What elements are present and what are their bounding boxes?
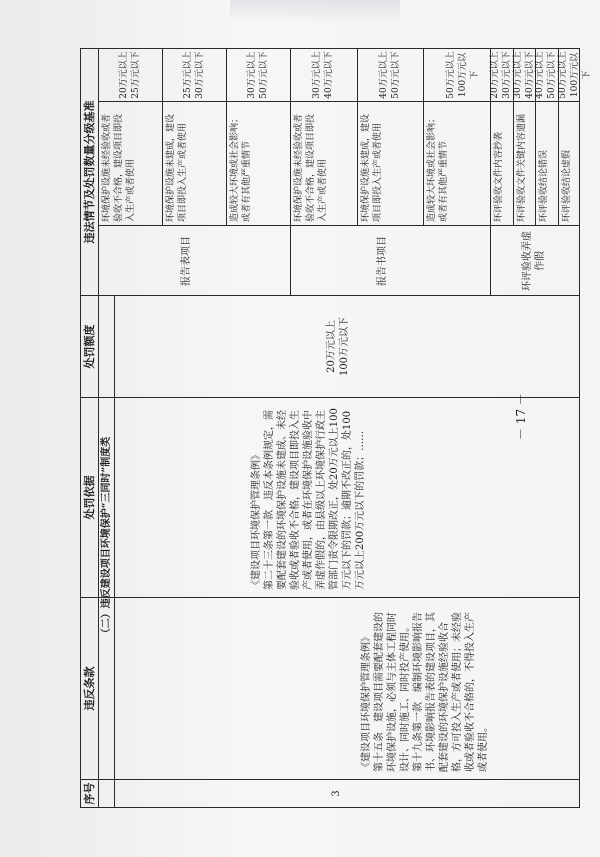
page-number: － 17 － bbox=[514, 393, 528, 440]
header-seq: 序号 bbox=[83, 782, 96, 805]
situation-cell: 造成较大环境或社会影响； 或者有其他严重情节 bbox=[427, 113, 449, 222]
penalty-cell: 25万元以上 30万元以下 bbox=[183, 51, 205, 99]
penalty-cell: 50万元以上 100万元以下 bbox=[446, 51, 480, 99]
section-title: （二）违反建设项目环境保护“三同时”制度类 bbox=[101, 436, 112, 639]
penalty-cell: 40万元以上 50万元以下 bbox=[379, 51, 401, 99]
group-name: 报告表项目 bbox=[181, 236, 192, 286]
header-discretion: 违法情节及处罚数量分级基准 bbox=[83, 100, 96, 244]
penalty-cell: 30万元以上 40万元以下 bbox=[513, 51, 535, 99]
situation-cell: 环评验收结论错误 bbox=[539, 149, 549, 222]
header-amount: 处罚额度 bbox=[83, 324, 96, 369]
situation-cell: 环评验收结论虚假 bbox=[562, 149, 572, 222]
penalty-cell: 20万元以上 30万元以下 bbox=[490, 51, 512, 99]
amount-text: 20万元以上 100万元以下 bbox=[326, 316, 350, 377]
scan-smudge bbox=[230, 0, 400, 22]
clause-text: 《建设项目环境保护管理条例》 第十五条 建设项目需要配套建设的环境保护设施，必须与主体工程同时设计、同时施工、同时投产使用。 第十九条第一款 编制环境影响报告书、环境影响报告表的建设项目，其配套建设的环境保护设施经验收合格，方可投入生产或者使用；未经验收或者验收不合格的，不得投入生产或者使用。 bbox=[361, 612, 489, 772]
group-name: 报告书项目 bbox=[377, 236, 388, 286]
situation-cell: 环境保护设施未建成，建设项目即投入生产或者使用 bbox=[166, 113, 188, 222]
row-number: 3 bbox=[331, 790, 342, 797]
situation-cell: 环境保护设施未建成，建设项目即投入生产或者使用 bbox=[361, 113, 383, 222]
penalty-table bbox=[80, 48, 592, 808]
penalty-cell: 20万元以上 25万元以下 bbox=[119, 51, 141, 99]
situation-cell: 造成较大环境或社会影响； 或者有其他严重情节 bbox=[230, 113, 252, 222]
header-clause: 违反条款 bbox=[83, 666, 96, 711]
group-name: 环评验收弄虚作假 bbox=[522, 231, 546, 291]
penalty-cell: 30万元以上 50万元以下 bbox=[247, 51, 269, 99]
basis-text: 《建设项目环境保护管理条例》 第二十三条第一款 违反本条例规定，需要配套建设的环境保护设施未建成、未经验收或者验收不合格，建设项目即投入生产或者使用，或者在环境保护设施验收中弄虚作假的，由县级以上环境保护行政主管部门责令限期改正，处20万元以上100万元以下的罚款；逾期不改正的，处100万元以上200万元以下的罚款；…… bbox=[251, 408, 366, 590]
situation-cell: 环境保护设施未经验收或者验收不合格，建设项目即投入生产或者使用 bbox=[102, 113, 136, 222]
situation-cell: 环评验收文件内容抄袭 bbox=[494, 131, 504, 222]
penalty-cell: 50万元以上 100万元以下 bbox=[558, 51, 592, 99]
situation-cell: 环评验收文件关键内容遗漏 bbox=[517, 113, 527, 222]
header-basis: 处罚依据 bbox=[83, 475, 96, 520]
penalty-cell: 30万元以上 40万元以下 bbox=[312, 51, 334, 99]
penalty-cell: 40万元以上 50万元以下 bbox=[535, 51, 557, 99]
rotated-table bbox=[80, 48, 592, 808]
situation-cell: 环境保护设施未经验收或者验收不合格，建设项目即投入生产或者使用 bbox=[294, 113, 328, 222]
